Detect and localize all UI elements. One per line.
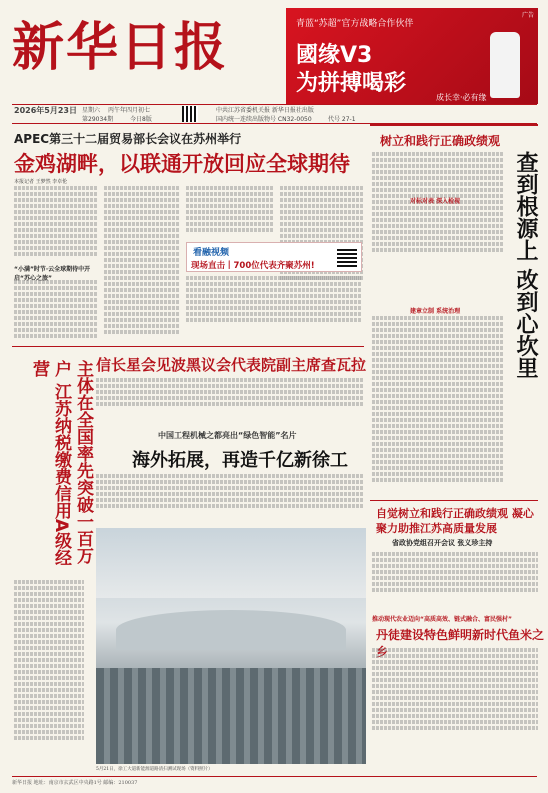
ad-line3: 为拼搏喝彩 — [296, 71, 407, 96]
lead-body-col2 — [104, 186, 180, 342]
sidebar-subhead2: 建章立制 系统治理 — [410, 308, 461, 315]
story2-rule — [12, 346, 364, 347]
sidebar-section: 树立和践行正确政绩观 — [380, 134, 501, 148]
lead-headline: 金鸡湖畔，以联通开放回应全球期待 — [14, 152, 350, 176]
story2-headline: 信长星会见波黑议会代表院副主席查瓦拉 — [96, 356, 367, 374]
issue-sponsor: 中共江苏省委机关报 新华日报社出版 — [216, 107, 314, 114]
sidebar-headline: 查到根源上 改到心坎里 — [513, 151, 538, 379]
video-promo[interactable] — [186, 242, 362, 272]
ad-line4: 成长幸·必有缘 — [436, 93, 487, 102]
sidebar-rule — [370, 124, 538, 126]
lead-body-col3 — [186, 186, 274, 238]
qr-code[interactable] — [182, 106, 198, 122]
story5-headline: 丹徒建设特色鲜明新时代鱼米之乡 — [376, 628, 545, 659]
story4-headline: 自觉树立和践行正确政绩观 凝心聚力助推江苏高质量发展 — [376, 507, 534, 535]
story2-body — [96, 378, 364, 420]
lead-subhead: “小满”时节·云全球期待中开启“苏心之旅” — [14, 266, 91, 282]
masthead — [12, 8, 282, 88]
issue-number: 第29034期 — [82, 116, 114, 123]
sidebar-subhead1: 对标对表 深入检视 — [410, 198, 461, 205]
issue-meta — [12, 104, 537, 124]
sidebar-body1 — [372, 152, 504, 262]
factory-photo — [96, 528, 366, 764]
story3-body — [96, 474, 364, 524]
issue-cn: 国内统一连续出版物号 CN32-0050 — [216, 116, 312, 123]
issue-lunar: 丙午年四月初七 — [108, 107, 151, 114]
vertical-headline: 主体在全国率先突破一百万户 江苏纳税缴费信用A级经营 — [29, 360, 93, 567]
ad-line2: 國缘V3 — [296, 43, 373, 68]
story3-kicker: 中国工程机械之都亮出“绿色智能”名片 — [158, 431, 297, 440]
issue-pages: 今日8版 — [130, 116, 152, 123]
advertisement[interactable] — [286, 8, 538, 104]
issue-weekday: 星期六 — [82, 107, 101, 114]
story4-body — [372, 552, 538, 608]
story4-rule — [370, 500, 538, 501]
sidebar-body2 — [372, 316, 504, 494]
lead-body-col1b — [14, 280, 98, 342]
story3-headline: 海外拓展，再造千亿新徐工 — [132, 450, 348, 471]
story5-kicker: 推动现代农业迈向“高质高效、链式融合、富民强村” — [372, 616, 512, 623]
page-footer: 新华日报 地址：南京市玄武区中央路1号 邮编：210037 — [12, 776, 537, 786]
photo-caption: 5月21日，徐工大道新能源道路清扫测试现场（资料照片） — [96, 767, 213, 772]
promo-qr-code[interactable] — [337, 247, 357, 267]
promo-brand: 看融视频 — [193, 248, 230, 258]
bottle-image — [490, 32, 520, 98]
issue-date: 2026年5月23日 — [14, 106, 77, 115]
issue-code: 代号 27-1 — [328, 116, 356, 123]
lead-body-col4 — [280, 186, 364, 290]
masthead-title: 新华日报 — [12, 17, 229, 78]
vertical-body — [14, 580, 84, 760]
story4-sub: 省政协党组召开会议 张义珍主持 — [392, 539, 493, 547]
lead-kicker: APEC第三十二届贸易部长会议在苏州举行 — [14, 132, 242, 146]
story5-body — [372, 648, 538, 760]
lead-byline: 本报记者 王梦然 李卓伦 — [14, 179, 68, 185]
ad-tag: 广告 — [521, 12, 534, 19]
promo-body — [186, 276, 362, 342]
lead-body-col1 — [14, 186, 98, 258]
promo-title: 现场直击丨700位代表齐聚苏州! — [191, 261, 315, 271]
ad-line1: 青蓝“苏超”官方战略合作伙伴 — [296, 19, 414, 29]
